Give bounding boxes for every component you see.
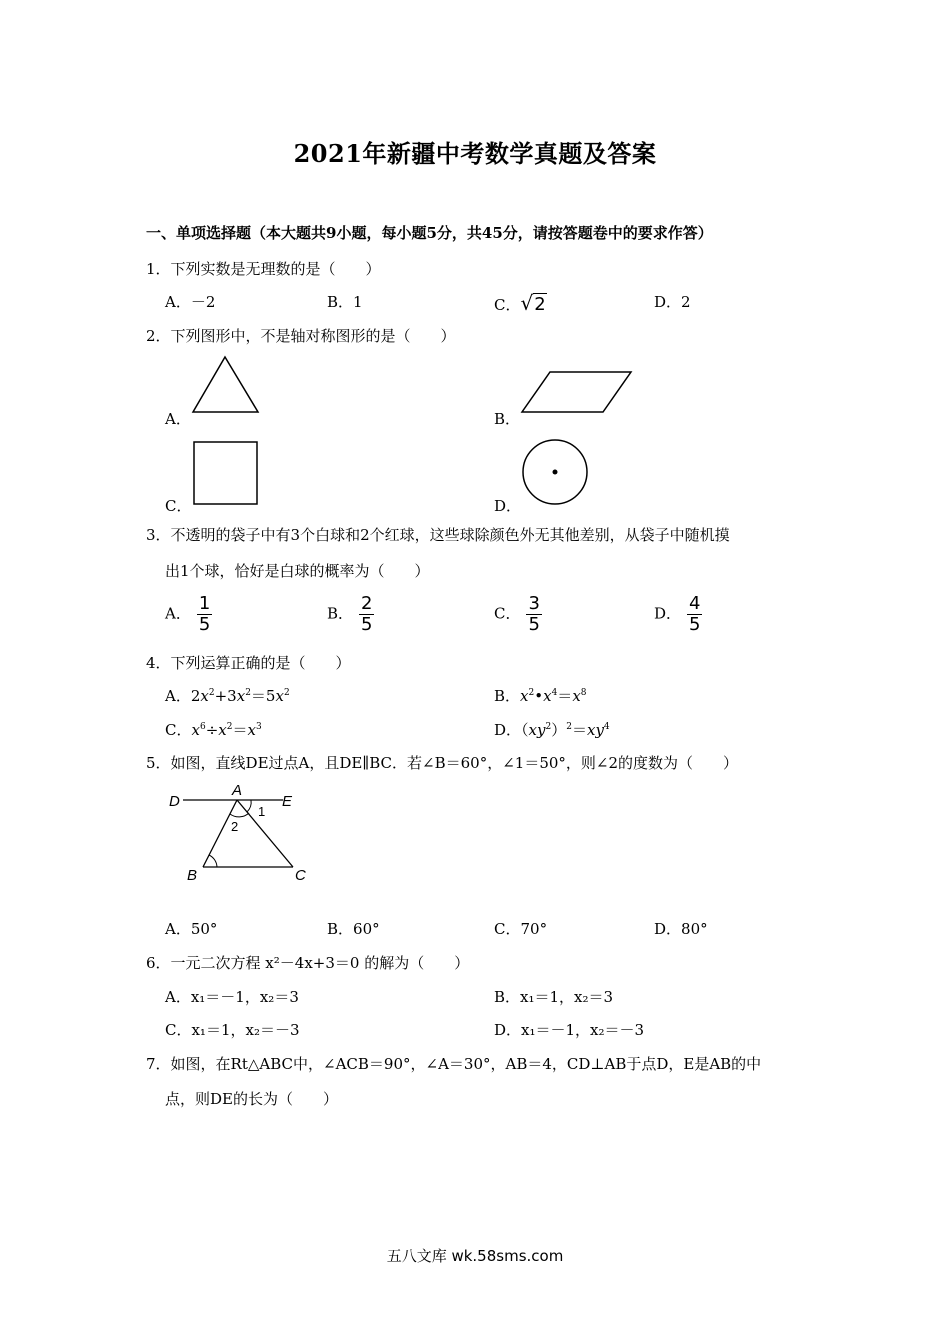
circle-figure xyxy=(520,437,590,507)
q3-option-b xyxy=(327,594,374,635)
denominator: 5 xyxy=(198,614,211,635)
q1-option-c xyxy=(494,291,547,315)
triangle-figure xyxy=(190,355,262,415)
q3-option-c xyxy=(494,594,542,635)
q6-option-c: C．x₁＝1，x₂＝－3 xyxy=(165,1021,300,1039)
expression: $(xy^2)^2=xy^4$ xyxy=(521,721,610,739)
numerator: 3 xyxy=(528,593,540,614)
question-4-stem: 4．下列运算正确的是（ ） xyxy=(146,654,351,672)
q4-option-a-label: A． xyxy=(165,687,191,705)
fraction xyxy=(197,594,212,635)
q4-option-d xyxy=(494,719,610,740)
numerator: 4 xyxy=(689,593,701,614)
q1-option-b: B．1 xyxy=(327,293,363,311)
fraction xyxy=(359,594,374,635)
q5-option-c: C．70° xyxy=(494,920,548,938)
denominator: 5 xyxy=(689,614,701,635)
q3-option-a xyxy=(165,594,212,635)
geometry-figure-q5 xyxy=(165,783,315,888)
square-figure xyxy=(192,440,260,506)
label-angle-1: 1 xyxy=(258,804,266,819)
q5-option-b: B．60° xyxy=(327,920,380,938)
question-7-stem-line1: 7．如图，在Rt△ABC中，∠ACB＝90°，∠A＝30°，AB＝4，CD⊥AB于点D，E是AB的中 xyxy=(146,1055,762,1073)
footer-watermark: 五八文库 wk.58sms.com xyxy=(386,1247,564,1265)
label-A: A xyxy=(232,782,243,799)
fraction xyxy=(526,594,541,635)
label-B: B xyxy=(187,867,198,884)
expression: $x^2•x^4=x^8$ xyxy=(520,687,587,705)
q1-option-a: A．－2 xyxy=(165,293,216,311)
label-C: C xyxy=(295,867,306,884)
sqrt-sign: √ xyxy=(520,291,534,315)
fraction xyxy=(687,594,702,635)
q2-option-d: D． xyxy=(494,497,522,515)
q4-option-d-label: D． xyxy=(494,721,522,739)
question-2-stem: 2．下列图形中，不是轴对称图形的是（ ） xyxy=(146,327,456,345)
q2-option-c: C． xyxy=(165,497,192,515)
q3-option-b-label: B． xyxy=(327,604,354,623)
q6-option-d: D．x₁＝－1，x₂＝－3 xyxy=(494,1021,645,1039)
parallelogram-figure xyxy=(520,370,635,415)
q4-option-c-label: C． xyxy=(165,721,192,739)
denominator: 5 xyxy=(528,614,540,635)
q5-option-d: D．80° xyxy=(654,920,708,938)
question-7-stem-line2: 点，则DE的长为（ ） xyxy=(165,1090,338,1108)
question-1-stem: 1．下列实数是无理数的是（ ） xyxy=(146,260,381,278)
q1-option-c-label: C． xyxy=(494,296,521,314)
q6-option-a: A．x₁＝－1，x₂＝3 xyxy=(165,988,299,1006)
label-D: D xyxy=(169,793,180,810)
q2-option-a: A． xyxy=(165,410,191,428)
numerator: 2 xyxy=(361,593,373,614)
q3-option-d-label: D． xyxy=(654,604,682,623)
label-angle-2: 2 xyxy=(231,819,239,834)
expression: $2x^2+3x^2=5x^2$ xyxy=(190,687,290,705)
question-5-stem: 5．如图，直线DE过点A，且DE∥BC．若∠B＝60°，∠1＝50°，则∠2的度数为（ ） xyxy=(146,754,739,772)
q3-option-a-label: A． xyxy=(165,604,191,623)
q1-option-d: D．2 xyxy=(654,293,691,311)
q2-option-b: B． xyxy=(494,410,521,428)
section-heading: 一、单项选择题（本大题共9小题，每小题5分，共45分，请按答题卷中的要求作答） xyxy=(146,224,713,242)
expression: $x^6\div x^2=x^3$ xyxy=(191,721,262,739)
q4-option-a xyxy=(165,685,290,706)
sqrt-radicand: 2 xyxy=(534,294,546,315)
q4-option-c xyxy=(165,719,262,740)
q5-option-a: A．50° xyxy=(165,920,218,938)
q3-option-c-label: C． xyxy=(494,604,521,623)
question-6-stem: 6．一元二次方程 x²－4x+3＝0 的解为（ ） xyxy=(146,954,470,972)
q4-option-b-label: B． xyxy=(494,687,521,705)
q6-option-b: B．x₁＝1，x₂＝3 xyxy=(494,988,614,1006)
numerator: 1 xyxy=(198,593,211,614)
q4-option-b xyxy=(494,685,587,706)
denominator: 5 xyxy=(361,614,373,635)
page-title: 2021年新疆中考数学真题及答案 xyxy=(293,139,657,168)
question-3-stem-line2: 出1个球，恰好是白球的概率为（ ） xyxy=(165,562,430,580)
label-E: E xyxy=(282,793,293,810)
q3-option-d xyxy=(654,594,702,635)
question-3-stem-line1: 3．不透明的袋子中有3个白球和2个红球，这些球除颜色外无其他差别，从袋子中随机摸 xyxy=(146,526,730,544)
